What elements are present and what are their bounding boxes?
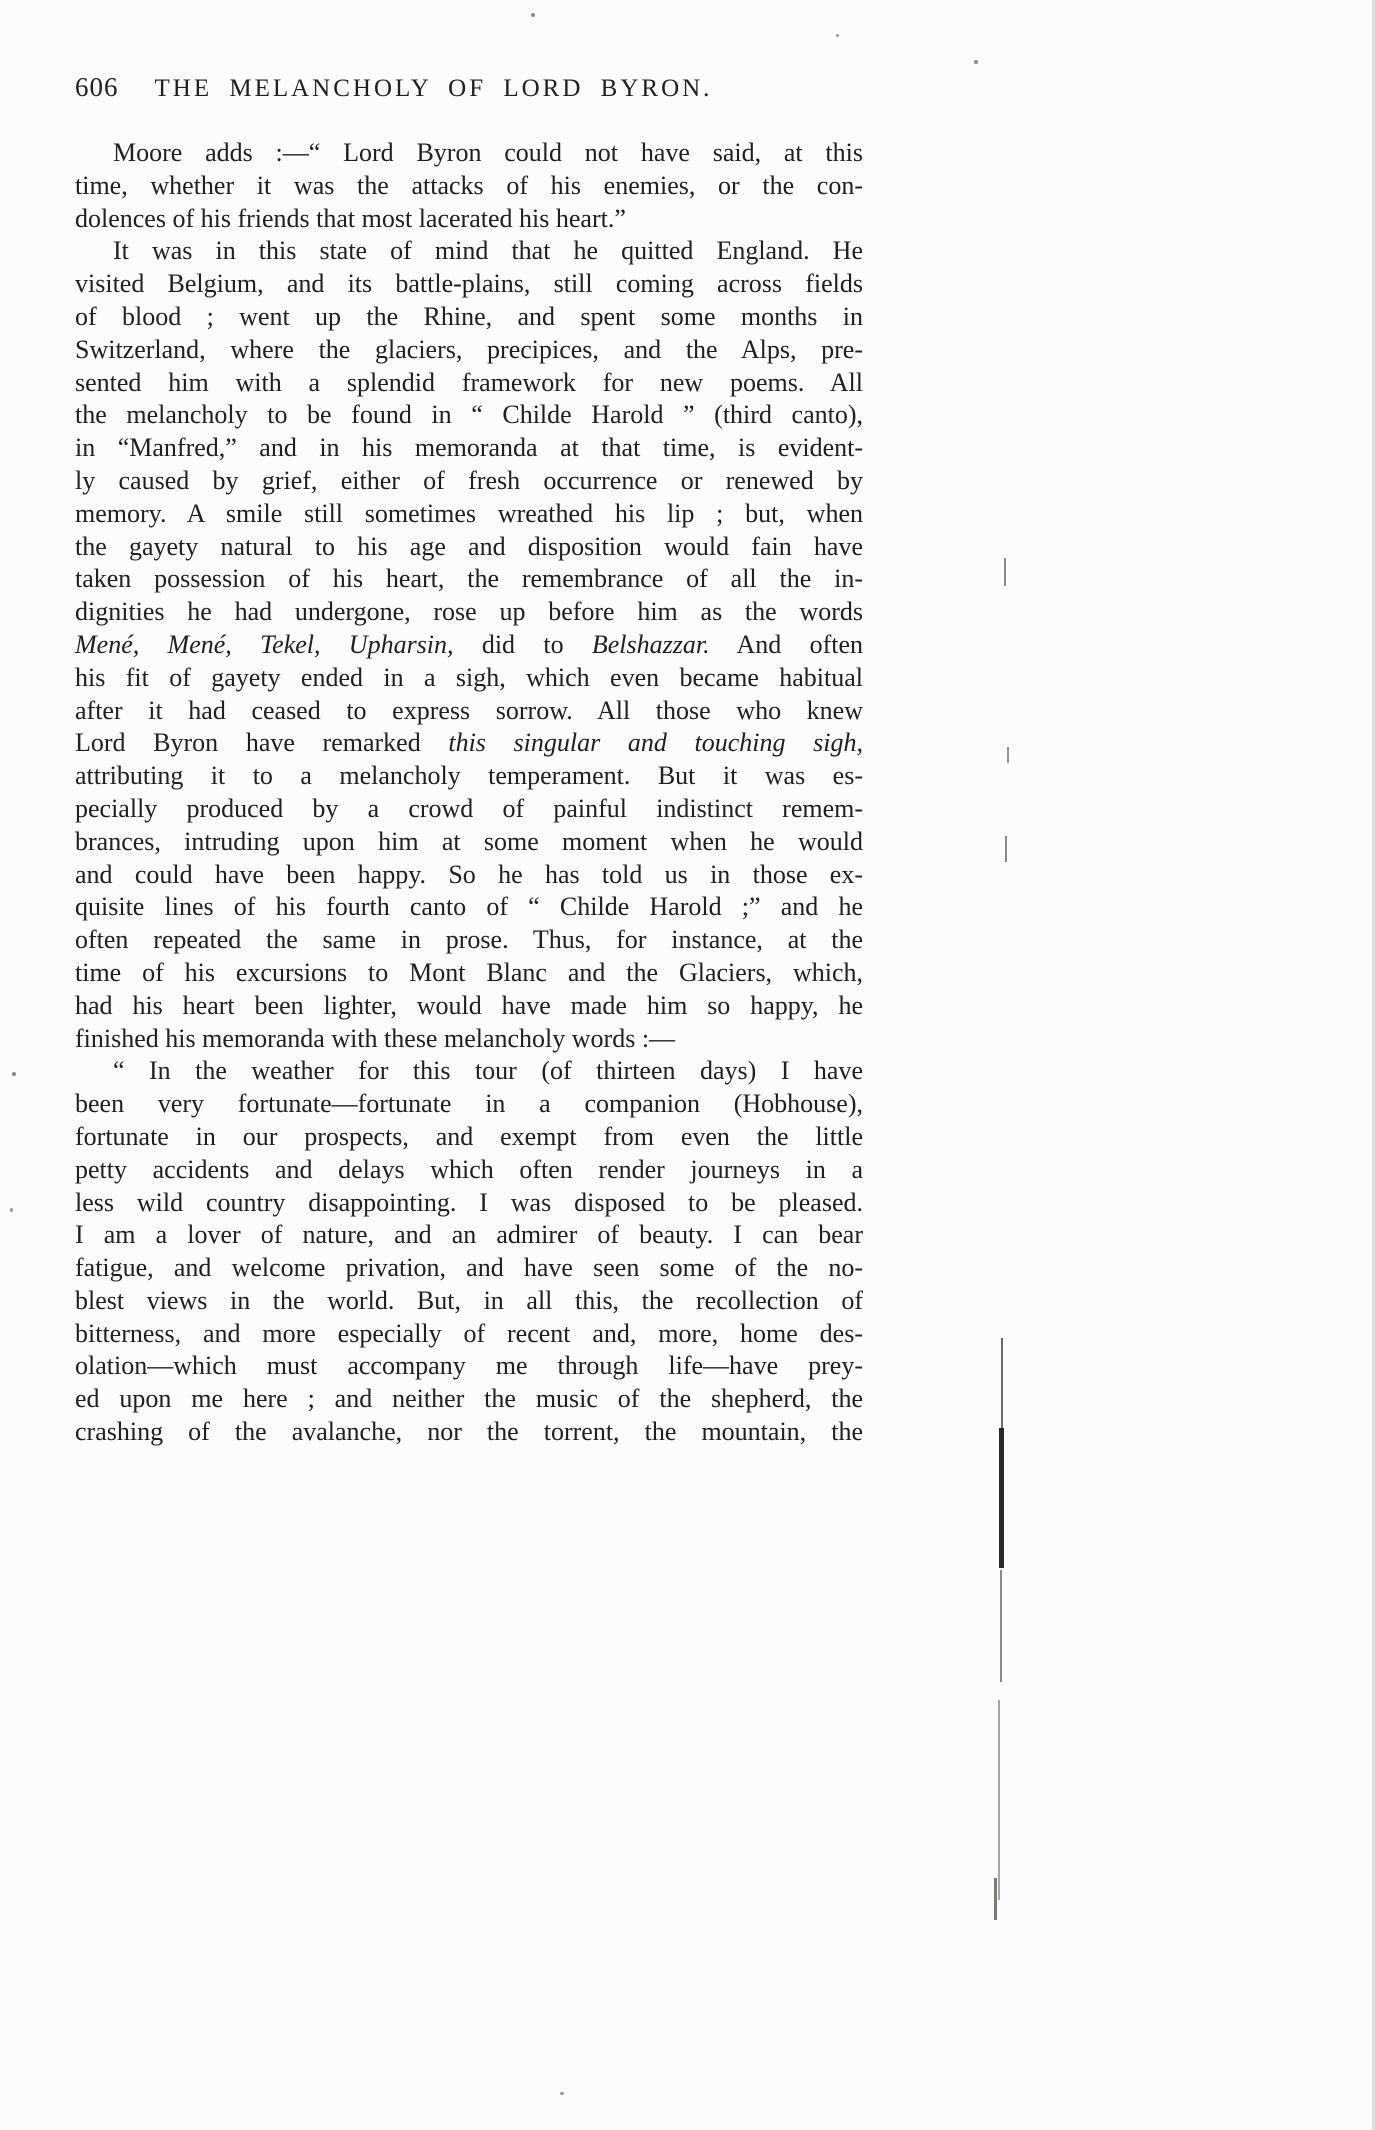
scan-artifact	[1000, 1570, 1002, 1682]
scan-artifact	[1007, 747, 1009, 763]
text-line	[75, 826, 863, 859]
text-segment: in “Manfred,” and in his memoranda at that time, is evident-	[75, 433, 863, 463]
text-line	[75, 1121, 863, 1154]
scan-artifact	[1005, 836, 1007, 862]
text-segment: taken possession of his heart, the remembrance of all the in-	[75, 564, 863, 594]
text-segment: and could have been happy. So he has told us in those ex-	[75, 859, 863, 889]
text-segment: fatigue, and welcome privation, and have seen some of the no-	[75, 1253, 863, 1283]
text-segment: often repeated the same in prose. Thus, for instance, at the	[75, 925, 863, 955]
scan-artifact	[1001, 1338, 1003, 1428]
text-line	[75, 662, 863, 695]
text-line	[75, 203, 863, 236]
text-segment: less wild country disappointing. I was disposed to be pleased.	[75, 1187, 863, 1217]
scan-artifact	[974, 60, 978, 64]
text-line	[75, 1252, 863, 1285]
text-segment: his fit of gayety ended in a sigh, which even became habitual	[75, 662, 863, 692]
text-line	[75, 268, 863, 301]
text-line	[75, 629, 863, 662]
page-number: 606	[75, 72, 119, 102]
text-line	[75, 1187, 863, 1220]
text-segment: sented him with a splendid framework for new poems. All	[75, 367, 863, 397]
text-segment: It was in this state of mind that he quitted England. He	[113, 236, 863, 266]
text-line	[75, 957, 863, 990]
text-line	[75, 498, 863, 531]
text-segment: did to	[453, 629, 592, 659]
text-line	[75, 924, 863, 957]
text-segment: olation—which must accompany me through life—have prey-	[75, 1351, 863, 1381]
text-segment: ed upon me here ; and neither the music of the shepherd, the	[75, 1384, 863, 1414]
text-line	[75, 301, 863, 334]
text-line	[75, 1088, 863, 1121]
text-segment: brances, intruding upon him at some moment when he would	[75, 826, 863, 856]
text-line	[75, 137, 863, 170]
text-segment: Moore adds :—“ Lord Byron could not have said, at this	[113, 138, 863, 167]
text-segment: Lord Byron have remarked	[75, 728, 449, 758]
paragraph	[75, 235, 863, 1055]
text-line	[75, 1318, 863, 1351]
text-segment: finished his memoranda with these melancholy words :—	[75, 1023, 676, 1053]
scan-artifact	[836, 34, 839, 37]
text-segment: time of his excursions to Mont Blanc and the Glaciers, which,	[75, 957, 863, 987]
text-line	[75, 1285, 863, 1318]
text-segment: fortunate in our prospects, and exempt from even the little	[75, 1121, 863, 1151]
text-line	[75, 1383, 863, 1416]
text-segment: And often	[709, 629, 863, 659]
text-line	[75, 1154, 863, 1187]
text-segment: after it had ceased to express sorrow. All those who knew	[75, 695, 863, 725]
page-header	[75, 72, 865, 103]
running-head-title: THE MELANCHOLY OF LORD BYRON.	[154, 75, 713, 102]
text-line	[75, 990, 863, 1023]
italic-text: Belshazzar.	[591, 629, 710, 659]
text-segment: memory. A smile still sometimes wreathed his lip ; but, when	[75, 498, 863, 528]
text-segment: of blood ; went up the Rhine, and spent some months in	[75, 301, 863, 331]
text-line	[75, 1219, 863, 1252]
text-segment: “ In the weather for this tour (of thirteen days) I have	[113, 1056, 863, 1086]
text-line	[75, 399, 863, 432]
text-line	[75, 465, 863, 498]
scan-artifact	[1004, 558, 1006, 586]
text-segment: the melancholy to be found in “ Childe Harold ” (third canto),	[75, 400, 863, 430]
text-segment: I am a lover of nature, and an admirer of beauty. I can bear	[75, 1220, 863, 1250]
text-line	[75, 432, 863, 465]
text-segment: had his heart been lighter, would have made him so happy, he	[75, 990, 863, 1020]
text-line	[75, 235, 863, 268]
text-segment: been very fortunate—fortunate in a companion (Hobhouse),	[75, 1089, 863, 1119]
scan-artifact	[10, 1208, 13, 1212]
text-line	[75, 1416, 863, 1449]
text-segment: dolences of his friends that most lacerated his heart.”	[75, 203, 626, 233]
text-line	[75, 695, 863, 728]
text-segment: ly caused by grief, either of fresh occurrence or renewed by	[75, 465, 863, 495]
text-line	[75, 334, 863, 367]
text-segment: petty accidents and delays which often render journeys in a	[75, 1154, 863, 1184]
text-line	[75, 596, 863, 629]
text-line	[75, 367, 863, 400]
text-line	[75, 531, 863, 564]
italic-text: Mené, Mené, Tekel, Upharsin,	[75, 629, 454, 659]
page-body	[75, 137, 863, 1449]
text-line	[75, 727, 863, 760]
text-segment: time, whether it was the attacks of his enemies, or the con-	[75, 170, 863, 200]
text-segment: Switzerland, where the glaciers, precipices, and the Alps, pre-	[75, 334, 863, 364]
scan-artifact	[999, 1428, 1004, 1568]
text-segment: pecially produced by a crowd of painful indistinct remem-	[75, 793, 863, 823]
text-line	[75, 859, 863, 892]
text-line	[75, 170, 863, 203]
text-line	[75, 891, 863, 924]
scan-artifact	[531, 13, 535, 17]
text-segment: attributing it to a melancholy temperament. But it was es-	[75, 761, 863, 791]
text-line	[75, 563, 863, 596]
text-segment: quisite lines of his fourth canto of “ Childe Harold ;” and he	[75, 892, 863, 922]
text-segment: blest views in the world. But, in all this, the recollection of	[75, 1285, 863, 1315]
scan-artifact	[994, 1878, 997, 1920]
text-segment: the gayety natural to his age and disposition would fain have	[75, 531, 863, 561]
paragraph	[75, 1055, 863, 1449]
text-segment: visited Belgium, and its battle-plains, still coming across fields	[75, 269, 863, 299]
text-line	[75, 1023, 863, 1056]
italic-text: this singular and touching sigh,	[448, 728, 864, 758]
text-line	[75, 1055, 863, 1088]
text-segment: crashing of the avalanche, nor the torrent, the mountain, the	[75, 1417, 863, 1447]
scan-artifact	[998, 1700, 1000, 1900]
scan-artifact	[560, 2092, 564, 2095]
scan-artifact	[12, 1072, 16, 1076]
paragraph	[75, 137, 863, 235]
text-line	[75, 760, 863, 793]
text-line	[75, 793, 863, 826]
text-segment: bitterness, and more especially of recent and, more, home des-	[75, 1318, 863, 1348]
text-segment: dignities he had undergone, rose up before him as the words	[75, 597, 863, 627]
text-line	[75, 1350, 863, 1383]
